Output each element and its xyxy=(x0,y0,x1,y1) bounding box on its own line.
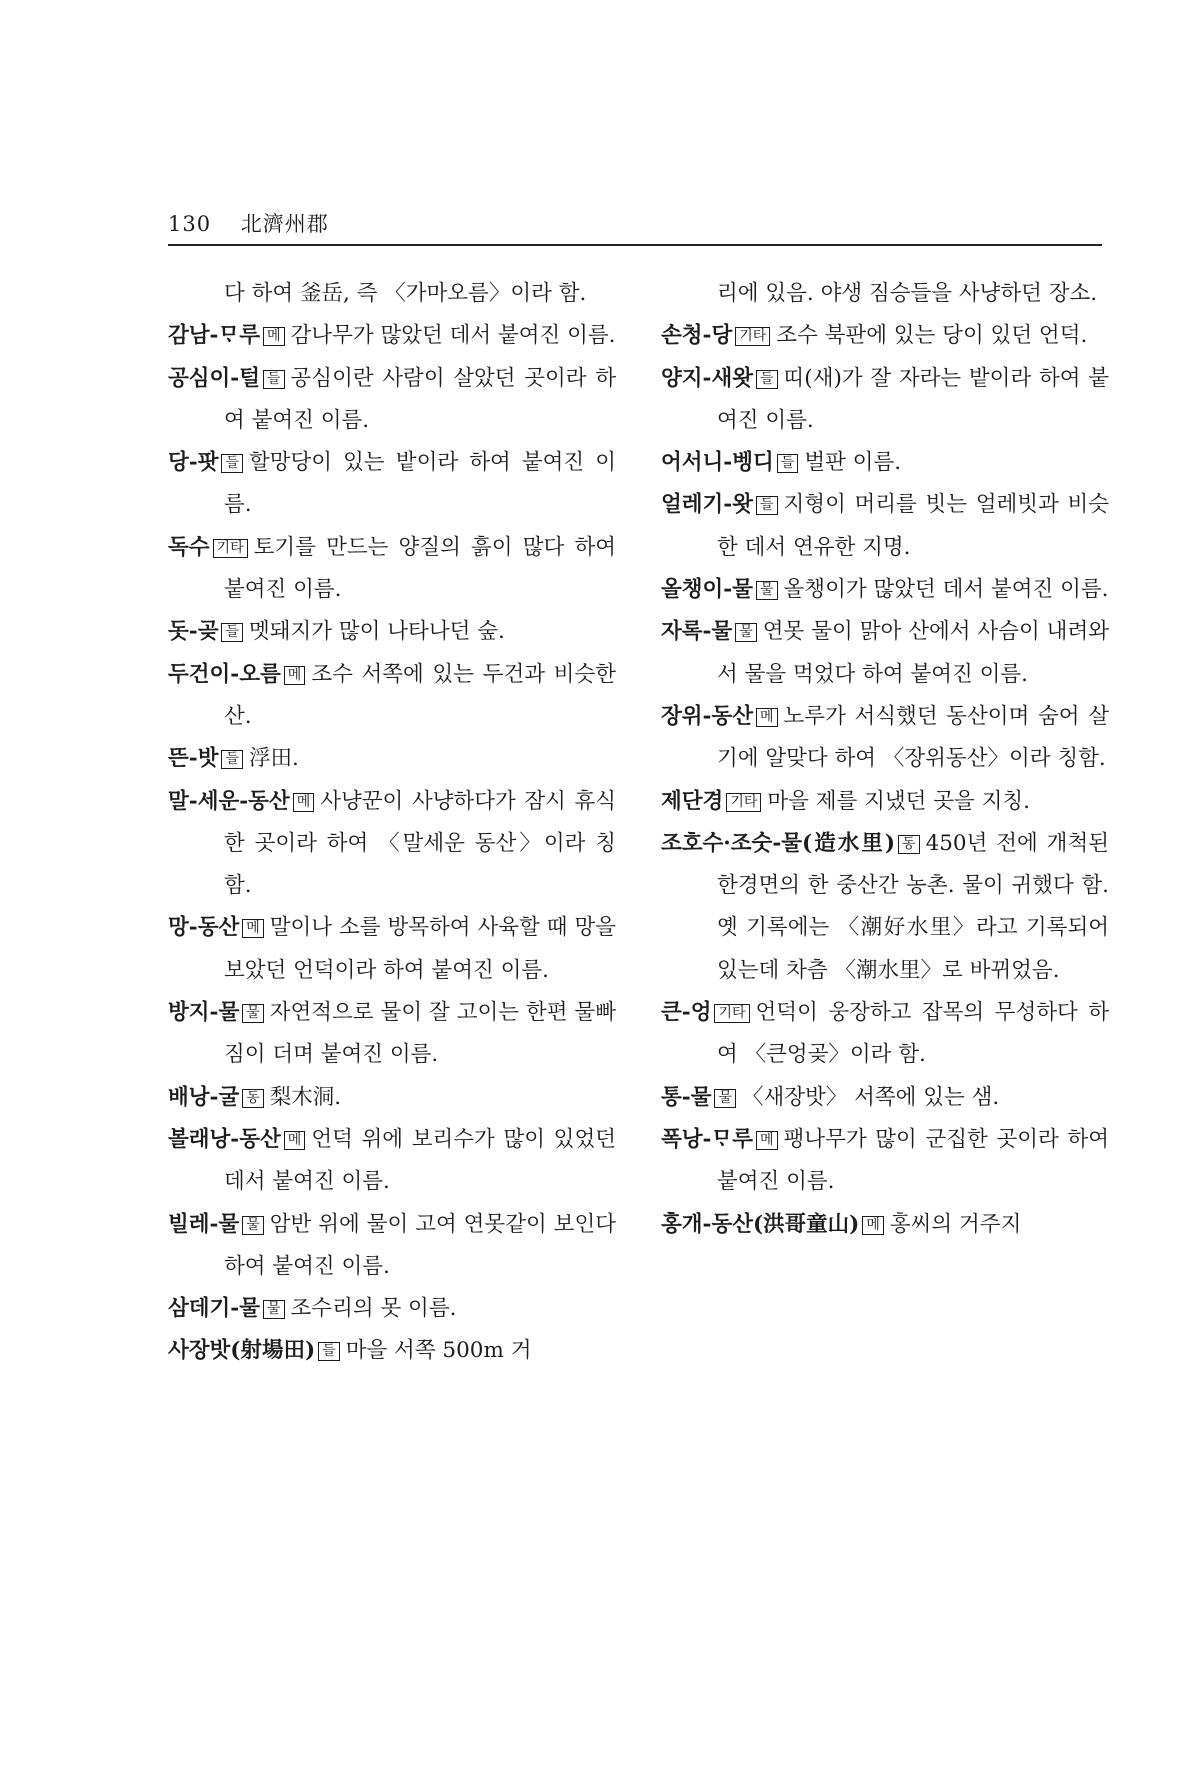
category-tag: 들 xyxy=(756,496,778,515)
category-tag: 들 xyxy=(756,370,778,389)
entry-definition: 홍씨의 거주지 xyxy=(889,1211,1022,1237)
entry-definition: 토기를 만드는 양질의 흙이 많다 하여 붙여진 이름. xyxy=(224,534,616,603)
dictionary-entry xyxy=(661,569,1109,611)
category-tag: 동 xyxy=(242,1089,264,1108)
right-column xyxy=(661,273,1109,1246)
dictionary-entry xyxy=(168,358,616,443)
entry-definition: 언덕 위에 보리수가 많이 있었던 데서 붙여진 이름. xyxy=(224,1126,616,1195)
dictionary-entry xyxy=(168,315,616,357)
entry-headword: 삼데기-물 xyxy=(168,1296,260,1322)
category-tag: 메 xyxy=(756,708,778,727)
dictionary-entry xyxy=(168,654,616,739)
entry-headword: 올챙이-물 xyxy=(661,577,753,603)
entry-definition: 다 하여 釜岳, 즉 〈가마오름〉이라 함. xyxy=(224,281,587,306)
entry-headword: 홍개-동산(洪哥童山) xyxy=(661,1211,860,1237)
left-column xyxy=(168,273,616,1373)
entry-headword: 큰-엉 xyxy=(661,1000,712,1026)
category-tag: 기타 xyxy=(726,793,761,812)
entry-headword: 빌레-물 xyxy=(168,1211,240,1237)
dictionary-entry xyxy=(661,781,1109,823)
entry-headword: 손청-당 xyxy=(661,323,733,349)
entry-headword: 얼레기-왓 xyxy=(661,492,753,518)
category-tag: 메 xyxy=(263,327,285,346)
entry-definition: 연못 물이 맑아 산에서 사슴이 내려와서 물을 먹었다 하여 붙여진 이름. xyxy=(717,619,1109,687)
dictionary-entry xyxy=(661,992,1109,1077)
entry-headword: 말-세운-동산 xyxy=(168,788,290,814)
entry-definition: 암반 위에 물이 고여 연못같이 보인다 하여 붙여진 이름. xyxy=(224,1211,616,1279)
category-tag: 기타 xyxy=(213,539,248,558)
entry-headword: 당-팟 xyxy=(168,450,219,476)
category-tag: 물 xyxy=(756,581,778,600)
category-tag: 메 xyxy=(242,919,264,938)
entry-headword: 양지-새왓 xyxy=(661,365,753,391)
category-tag: 메 xyxy=(293,793,315,812)
entry-headword: 제단경 xyxy=(661,788,724,814)
entry-definition: 말이나 소를 방목하여 사육할 때 망을 보았던 언덕이라 하여 붙여진 이름. xyxy=(224,915,616,983)
category-tag: 메 xyxy=(284,1131,306,1150)
entry-definition: 450년 전에 개척된 한경면의 한 중산간 농촌. 물이 귀했다 함. 옛 기록에는 〈潮好水里〉라고 기록되어 있는데 차츰 〈潮水里〉로 바뀌었음. xyxy=(717,830,1109,983)
entry-definition: 멧돼지가 많이 나타나던 숲. xyxy=(249,619,505,645)
dictionary-entry xyxy=(661,358,1109,443)
entry-headword: 조호수·조숫-물(造水里) xyxy=(661,830,896,856)
entry-headword: 감남-ᄆᆞ루 xyxy=(168,323,260,349)
entry-definition: 지형이 머리를 빗는 얼레빗과 비슷한 데서 연유한 지명. xyxy=(717,492,1109,560)
dictionary-entry xyxy=(168,442,616,527)
entry-definition: 자연적으로 물이 잘 고이는 한편 물빠짐이 더며 붙여진 이름. xyxy=(224,1000,616,1068)
page-number: 130 xyxy=(168,212,212,236)
dictionary-entry xyxy=(168,1119,616,1204)
entry-definition: 浮田. xyxy=(249,746,299,772)
category-tag: 메 xyxy=(862,1216,884,1235)
category-tag: 메 xyxy=(284,666,306,685)
dictionary-entry xyxy=(168,738,616,780)
entry-definition: 마을 제를 지냈던 곳을 지칭. xyxy=(767,788,1031,814)
category-tag: 들 xyxy=(318,1342,340,1361)
entry-definition: 〈새장밧〉 서쪽에 있는 샘. xyxy=(742,1084,1000,1110)
entry-headword: 볼래낭-동산 xyxy=(168,1126,281,1152)
entry-definition: 마을 서쪽 500m 거 xyxy=(345,1338,532,1364)
entry-definition: 리에 있음. 야생 짐승들을 사냥하던 장소. xyxy=(717,281,1098,306)
category-tag: 들 xyxy=(221,623,243,642)
entry-headword: 공심이-털 xyxy=(168,365,260,391)
category-tag: 물 xyxy=(242,1004,264,1023)
entry-definition: 사냥꾼이 사냥하다가 잠시 휴식한 곳이라 하여 〈말세운 동산〉이라 칭함. xyxy=(224,788,616,899)
dictionary-entry xyxy=(168,781,616,908)
category-tag: 들 xyxy=(221,750,243,769)
dictionary-entry xyxy=(168,527,616,612)
entry-headword: 장위-동산 xyxy=(661,703,753,729)
dictionary-entry xyxy=(661,1077,1109,1119)
category-tag: 들 xyxy=(263,370,285,389)
dictionary-entry xyxy=(661,315,1109,357)
entry-headword: 방지-물 xyxy=(168,1000,240,1026)
entry-definition: 띠(새)가 잘 자라는 밭이라 하여 붙여진 이름. xyxy=(717,365,1109,433)
dictionary-entry xyxy=(661,1119,1109,1204)
entry-headword: 어서니-벵디 xyxy=(661,450,774,476)
dictionary-entry xyxy=(168,1330,616,1372)
category-tag: 들 xyxy=(221,454,243,473)
dictionary-entry xyxy=(168,1077,616,1119)
header-rule xyxy=(168,244,1102,246)
entry-definition: 팽나무가 많이 군집한 곳이라 하여 붙여진 이름. xyxy=(717,1126,1109,1195)
page-header xyxy=(168,208,329,238)
entry-definition: 벌판 이름. xyxy=(804,450,902,476)
category-tag: 물 xyxy=(735,623,757,642)
entry-headword: 통-물 xyxy=(661,1084,712,1110)
dictionary-entry xyxy=(661,611,1109,696)
entry-definition: 할망당이 있는 밭이라 하여 붙여진 이름. xyxy=(224,450,616,518)
dictionary-entry xyxy=(661,442,1109,484)
dictionary-entry xyxy=(661,273,1109,315)
entry-headword: 사장밧(射場田) xyxy=(168,1338,316,1364)
entry-headword: 뜬-밧 xyxy=(168,746,219,772)
dictionary-entry xyxy=(661,1204,1109,1246)
entry-definition: 올챙이가 많았던 데서 붙여진 이름. xyxy=(783,577,1109,603)
dictionary-entry xyxy=(661,696,1109,781)
category-tag: 물 xyxy=(242,1216,264,1235)
entry-headword: 두건이-오름 xyxy=(168,661,281,687)
category-tag: 들 xyxy=(777,454,799,473)
dictionary-entry xyxy=(661,484,1109,569)
entry-headword: 폭낭-ᄆᆞ루 xyxy=(661,1126,753,1152)
dictionary-entry xyxy=(168,1204,616,1289)
entry-headword: 망-동산 xyxy=(168,915,240,941)
entry-definition: 梨木洞. xyxy=(269,1084,342,1110)
entry-headword: 자록-물 xyxy=(661,619,733,645)
category-tag: 물 xyxy=(263,1300,285,1319)
entry-definition: 조수 서쪽에 있는 두건과 비슷한 산. xyxy=(224,661,616,729)
dictionary-entry xyxy=(168,1288,616,1330)
entry-definition: 공심이란 사람이 살았던 곳이라 하여 붙여진 이름. xyxy=(224,365,616,433)
entry-definition: 조수리의 못 이름. xyxy=(290,1296,457,1322)
dictionary-entry xyxy=(168,273,616,315)
entry-headword: 독수 xyxy=(168,534,210,560)
dictionary-entry xyxy=(661,823,1109,992)
dictionary-entry xyxy=(168,907,616,992)
category-tag: 메 xyxy=(756,1131,778,1150)
category-tag: 기타 xyxy=(714,1004,749,1023)
entry-definition: 조수 북판에 있는 당이 있던 언덕. xyxy=(776,323,1088,349)
section-title: 北濟州郡 xyxy=(240,212,329,236)
entry-definition: 감나무가 많았던 데서 붙여진 이름. xyxy=(290,323,616,349)
entry-headword: 돗-곶 xyxy=(168,619,219,645)
category-tag: 기타 xyxy=(735,327,770,346)
dictionary-entry xyxy=(168,992,616,1077)
entry-headword: 배낭-굴 xyxy=(168,1084,240,1110)
entry-definition: 노루가 서식했던 동산이며 숨어 살기에 알맞다 하여 〈장위동산〉이라 칭함. xyxy=(717,703,1109,772)
category-tag: 동 xyxy=(898,835,920,854)
entry-definition: 언덕이 웅장하고 잡목의 무성하다 하여 〈큰엉곶〉이라 함. xyxy=(717,1000,1109,1068)
dictionary-entry xyxy=(168,611,616,653)
category-tag: 물 xyxy=(714,1089,736,1108)
